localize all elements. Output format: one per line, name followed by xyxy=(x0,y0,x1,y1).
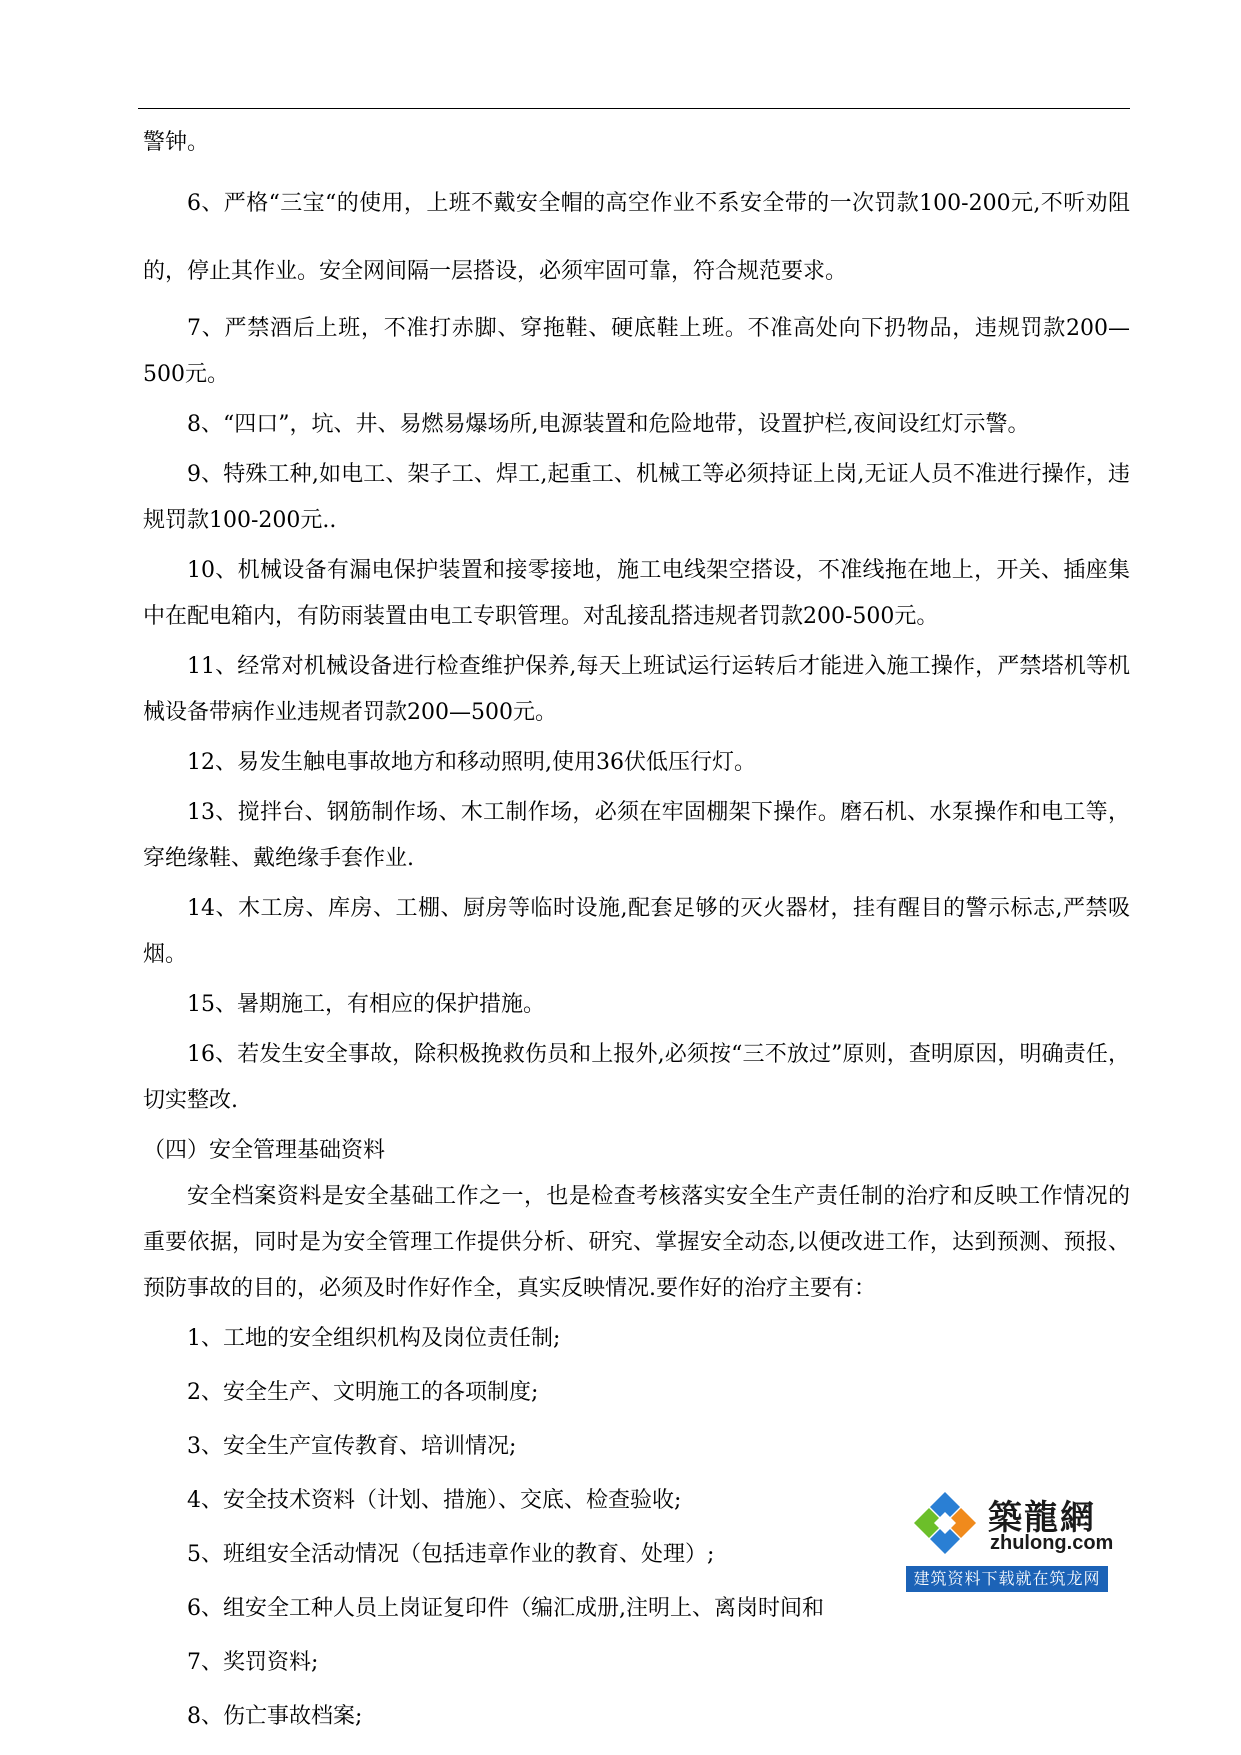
list-item: 2、安全生产、文明施工的各项制度; xyxy=(187,1380,539,1405)
list-item: 5、班组安全活动情况（包括违章作业的教育、处理）; xyxy=(187,1542,715,1567)
zhulong-watermark-logo xyxy=(906,1488,1112,1598)
logo-brand-text: 築龍網 xyxy=(988,1498,1096,1538)
rule-item-12: 12、易发生触电事故地方和移动照明,使用36伏低压行灯。 xyxy=(187,750,756,775)
list-item: 7、奖罚资料; xyxy=(187,1650,319,1675)
rule-item-11: 11、经常对机械设备进行检查维护保养,每天上班试运行运转后才能进入施工操作，严禁塔机等机械设备带病作业违规者罚款200—500元。 xyxy=(143,654,1130,725)
section-intro: 安全档案资料是安全基础工作之一，也是检查考核落实安全生产责任制的治疗和反映工作情况的重要依据，同时是为安全管理工作提供分析、研究、掌握安全动态,以便改进工作，达到预测、预报、预防事故的目的，必须及时作好作全，真实反映情况.要作好的治疗主要有： xyxy=(143,1184,1130,1301)
rule-item-14: 14、木工房、库房、工棚、厨房等临时设施,配套足够的灭火器材，挂有醒目的警示标志,严禁吸烟。 xyxy=(143,896,1130,967)
rule-item-8: 8、“四口”，坑、井、易燃易爆场所,电源装置和危险地带，设置护栏,夜间设红灯示警。 xyxy=(187,412,1030,437)
rule-item-6: 6、严格“三宝“的使用，上班不戴安全帽的高空作业不系安全带的一次罚款100-200元,不听劝阻的，停止其作业。安全网间隔一层搭设，必须牢固可靠，符合规范要求。 xyxy=(143,191,1130,284)
rule-item-13: 13、搅拌台、钢筋制作场、木工制作场，必须在牢固棚架下操作。磨石机、水泵操作和电工等，穿绝缘鞋、戴绝缘手套作业. xyxy=(143,800,1130,871)
rule-item-15: 15、暑期施工，有相应的保护措施。 xyxy=(187,992,545,1017)
rule-item-9: 9、特殊工种,如电工、架子工、焊工,起重工、机械工等必须持证上岗,无证人员不准进行操作，违规罚款100-200元.. xyxy=(143,462,1130,533)
logo-domain-text: zhulong.com xyxy=(990,1532,1114,1554)
header-rule xyxy=(138,108,1130,109)
rule-item-10: 10、机械设备有漏电保护装置和接零接地，施工电线架空搭设，不准线拖在地上，开关、插座集中在配电箱内，有防雨装置由电工专职管理。对乱接乱搭违规者罚款200-500元。 xyxy=(143,558,1130,629)
zhulong-diamond-icon xyxy=(912,1490,978,1556)
rule-item-7: 7、严禁酒后上班，不准打赤脚、穿拖鞋、硬底鞋上班。不准高处向下扔物品，违规罚款200—500元。 xyxy=(143,316,1130,387)
list-item: 1、工地的安全组织机构及岗位责任制; xyxy=(187,1326,561,1351)
list-item: 6、组安全工种人员上岗证复印件（编汇成册,注明上、离岗时间和 xyxy=(187,1596,824,1621)
rule-item-16: 16、若发生安全事故，除积极挽救伤员和上报外,必须按“三不放过”原则，查明原因，明确责任，切实整改. xyxy=(143,1042,1130,1113)
list-item: 4、安全技术资料（计划、措施）、交底、检查验收; xyxy=(187,1488,682,1513)
list-item: 3、安全生产宣传教育、培训情况; xyxy=(187,1434,517,1459)
list-item: 8、伤亡事故档案; xyxy=(187,1704,363,1729)
logo-slogan-banner: 建筑资料下载就在筑龙网 xyxy=(906,1566,1108,1592)
continuation-text: 警钟。 xyxy=(143,130,210,155)
section-heading: （四）安全管理基础资料 xyxy=(143,1138,386,1163)
